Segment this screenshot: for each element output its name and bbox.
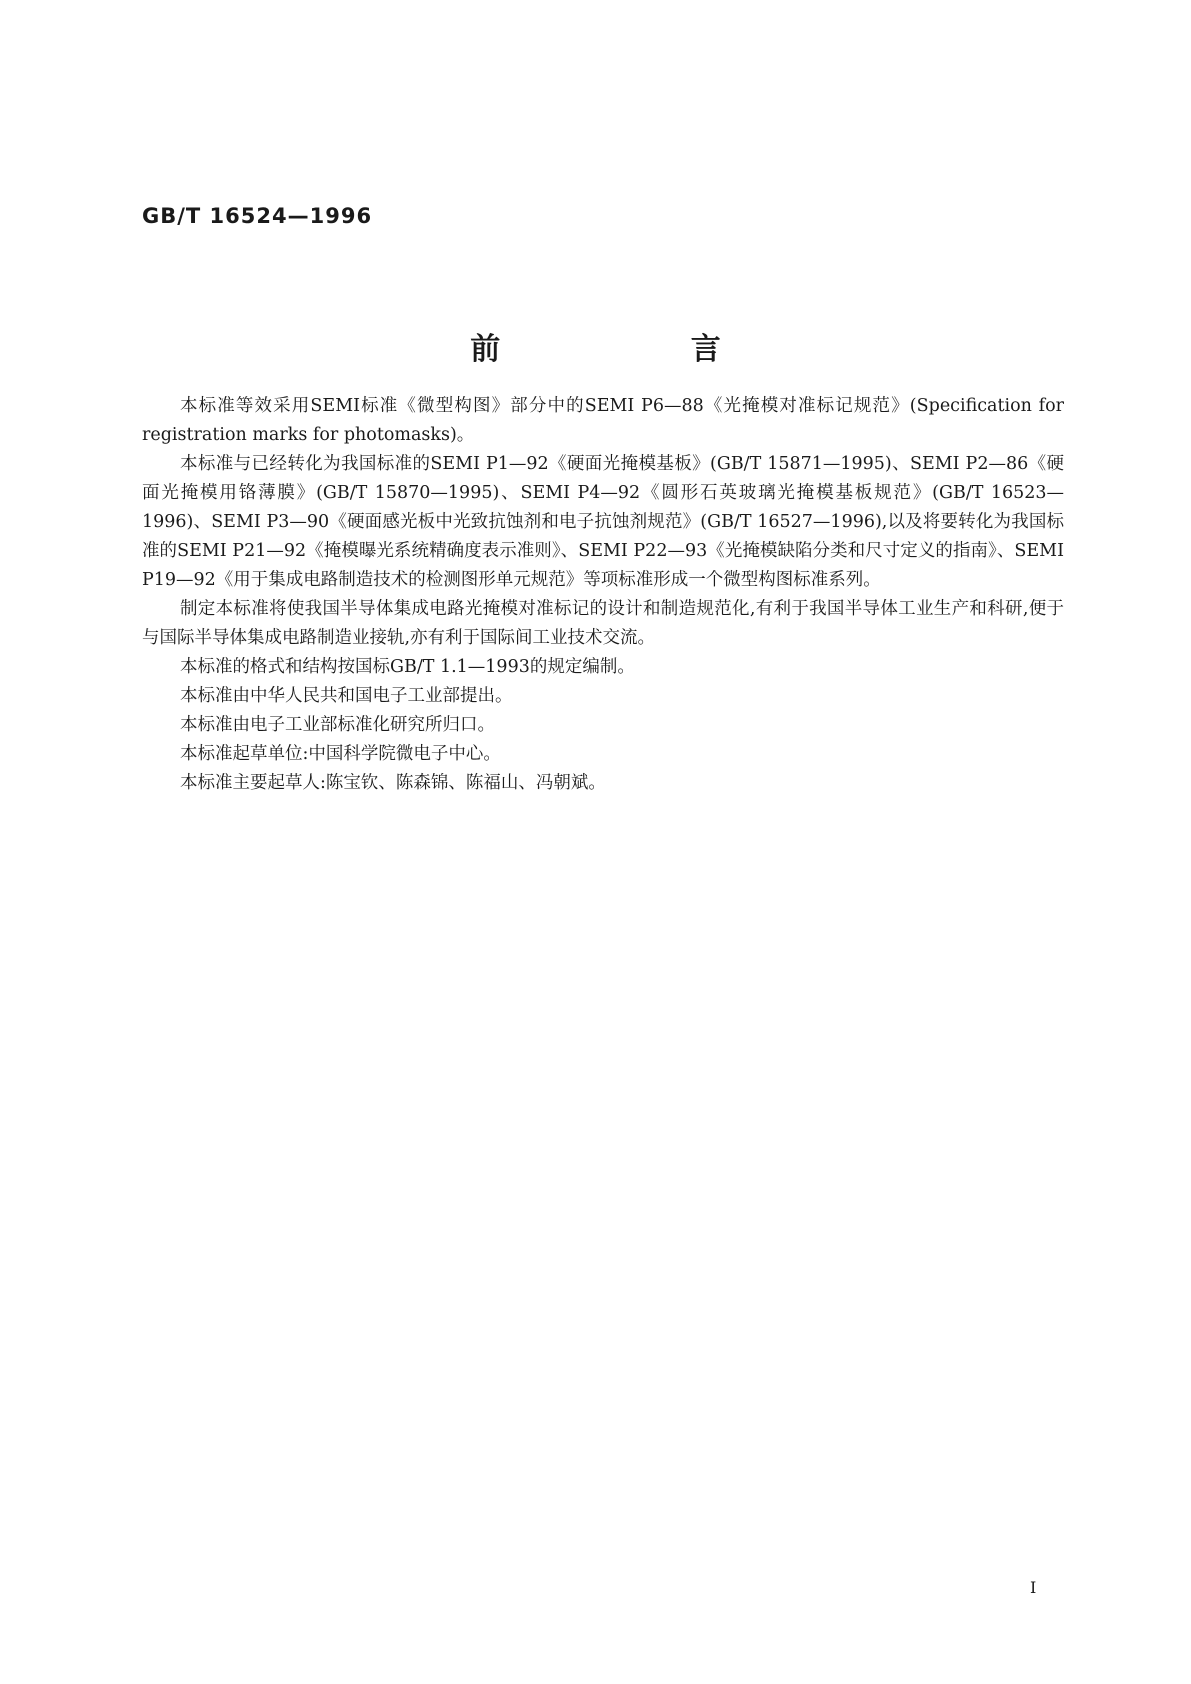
paragraph: 本标准与已经转化为我国标准的SEMI P1—92《硬面光掩模基板》(GB/T 15871—1995)、SEMI P2—86《硬面光掩模用铬薄膜》(GB/T 15870—1995)、SEMI P4—92《圆形石英玻璃光掩模基板规范》(GB/T 16523—1996)、SEMI P3—90《硬面感光板中光致抗蚀剂和电子抗蚀剂规范》(GB/T 16527—1996),以及将要转化为我国标准的SEMI P21—92《掩模曝光系统精确度表示准则》、SEMI P22—93《光掩模缺陷分类和尺寸定义的指南》、SEMI P19—92《用于集成电路制造技术的检测图形单元规范》等项标准形成一个微型构图标准系列。 [142,454,1064,590]
paragraph: 制定本标准将使我国半导体集成电路光掩模对准标记的设计和制造规范化,有利于我国半导体工业生产和科研,便于与国际半导体集成电路制造业接轨,亦有利于国际间工业技术交流。 [142,599,1064,648]
page-number: I [1030,1578,1037,1597]
paragraph: 本标准的格式和结构按国标GB/T 1.1—1993的规定编制。 [180,657,635,677]
standard-number: GB/T 16524—1996 [142,204,373,228]
paragraph: 本标准由电子工业部标准化研究所归口。 [180,715,495,735]
paragraph: 本标准由中华人民共和国电子工业部提出。 [180,686,513,706]
paragraph: 本标准等效采用SEMI标准《微型构图》部分中的SEMI P6—88《光掩模对准标记规范》(Specification for registration marks for photomasks)。 [142,396,1064,445]
paragraph: 本标准主要起草人:陈宝钦、陈森锦、陈福山、冯朝斌。 [180,773,606,793]
page-title: 前 言 [470,332,811,367]
paragraph: 本标准起草单位:中国科学院微电子中心。 [180,744,501,764]
body-text [142,392,1064,798]
